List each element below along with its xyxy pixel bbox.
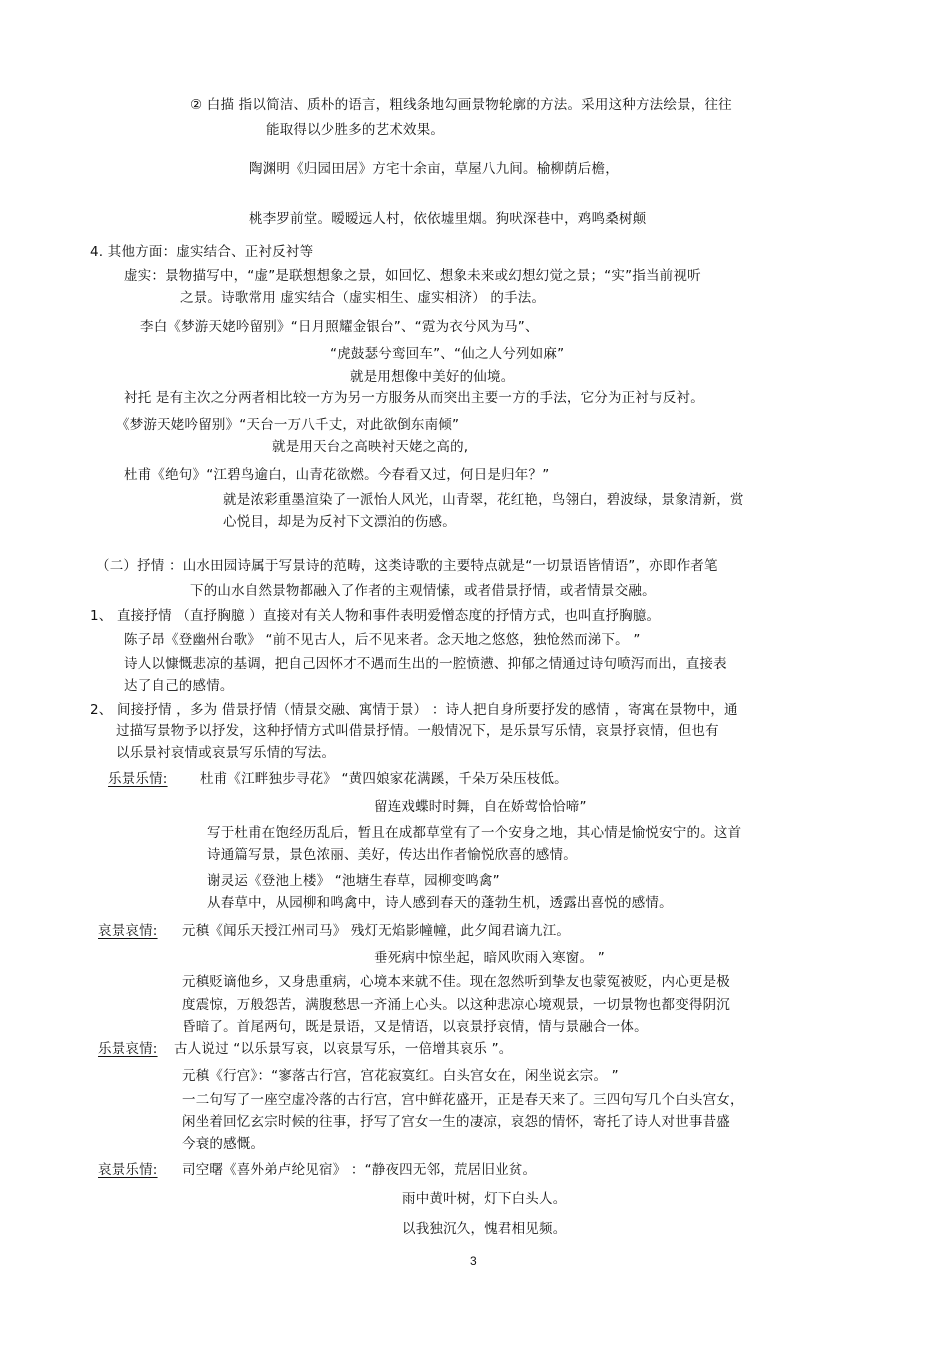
chen-ziang-example: 陈子昂《登幽州台歌》 “前不见古人，后不见来者。念天地之悠悠，独怆然而涕下。 ” xyxy=(124,632,641,648)
sikong-shu-example-cont-2: 以我独沉久，愧君相见频。 xyxy=(402,1221,567,1237)
chen-ziang-explanation-cont: 达了自己的感情。 xyxy=(124,678,234,694)
li-bai-example: 李白《梦游天姥吟留别》“日月照耀金银台”、“霓为衣兮风为马”、 xyxy=(140,319,539,335)
xushi-definition: 虚实：景物描写中，“虚”是联想想象之景，如回忆、想象未来或幻想幻觉之景；“实”指当前视听 xyxy=(124,268,701,284)
tao-yuanming-poem-1: 陶渊明《归园田居》方宅十余亩，草屋八九间。榆柳荫后檐， xyxy=(249,161,619,177)
xushi-definition-cont: 之景。诗歌常用 虚实结合（虚实相生、虚实相济） 的手法。 xyxy=(180,290,546,306)
sikong-shu-example-cont-1: 雨中黄叶树，灯下白头人。 xyxy=(402,1191,567,1207)
du-fu-jiangpan-cont: 留连戏蝶时时舞，自在娇莺恰恰啼” xyxy=(374,799,587,815)
du-fu-jiangpan-explanation: 写于杜甫在饱经历乱后，暂且在成都草堂有了一个安身之地，其心情是愉悦安宁的。这首 xyxy=(207,825,742,841)
shuqing-heading: （二）抒情 ：山水田园诗属于写景诗的范畴，这类诗歌的主要特点就是“一切景语皆情语”，亦即作者笔 xyxy=(96,558,718,574)
du-fu-jueju-explanation-cont: 心悦目，却是为反衬下文漂泊的伤感。 xyxy=(223,514,456,530)
indirect-lyric-cont-1: 过描写景物予以抒发，这种抒情方式叫借景抒情。一般情况下，是乐景写乐情，哀景抒哀情，但也有 xyxy=(116,723,719,739)
section-4-heading: 4. 其他方面：虚实结合、正衬反衬等 xyxy=(90,244,314,260)
indirect-lyric-heading: 2、 间接抒情 ，多为 借景抒情（情景交融、寓情于景） ：诗人把自身所要抒发的感情 ，寄寓在景物中，通 xyxy=(90,702,738,718)
du-fu-jiangpan-example: 杜甫《江畔独步寻花》 “黄四娘家花满蹊，千朵万朵压枝低。 xyxy=(200,771,568,787)
sikong-shu-example: 司空曙《喜外弟卢纶见宿》 ：“静夜四无邻，荒居旧业贫。 xyxy=(182,1162,537,1178)
chen-ziang-explanation: 诗人以慷慨悲凉的基调，把自己因怀才不遇而生出的一腔愤懑、抑郁之情通过诗句喷泻而出，直接表 xyxy=(124,656,727,672)
xie-lingyun-example: 谢灵运《登池上楼》 “池塘生春草，园柳变鸣禽” xyxy=(207,873,500,889)
shuqing-heading-cont: 下的山水自然景物都融入了作者的主观情愫，或者借景抒情，或者情景交融。 xyxy=(190,583,656,599)
yuan-zhen-explanation-2: 度震惊，万般怨苦，满腹愁思一齐涌上心头。以这种悲凉心境观景，一切景物也都变得阴沉 xyxy=(182,997,730,1013)
yuan-zhen-explanation-3: 昏暗了。首尾两句，既是景语，又是情语，以哀景抒哀情，情与景融合一体。 xyxy=(182,1019,648,1035)
aijing-aiqing-label: 哀景哀情: xyxy=(98,923,158,939)
xie-lingyun-explanation: 从春草中，从园柳和鸣禽中，诗人感到春天的蓬勃生机，透露出喜悦的感情。 xyxy=(207,895,673,911)
gu-ren-quote: 古人说过 “以乐景写哀，以哀景写乐，一倍增其哀乐 ”。 xyxy=(174,1041,513,1057)
yuan-zhen-example: 元稹《闻乐天授江州司马》 残灯无焰影幢幢，此夕闻君谪九江。 xyxy=(182,923,571,939)
yuan-zhen-example-cont: 垂死病中惊坐起，暗风吹雨入寒窗。 ” xyxy=(374,950,605,966)
xinggong-explanation-2: 闲坐着回忆玄宗时候的往事，抒写了宫女一生的凄凉，哀怨的情怀，寄托了诗人对世事昔盛 xyxy=(182,1114,730,1130)
li-bai-example-cont: “虎鼓瑟兮鸾回车”、“仙之人兮列如麻” xyxy=(330,346,565,362)
direct-lyric-heading: 1、 直接抒情 （直抒胸臆 ）直接对有关人物和事件表明爱憎态度的抒情方式，也叫直抒胸臆。 xyxy=(90,608,661,624)
li-bai-explanation: 就是用想像中美好的仙境。 xyxy=(350,369,515,385)
indirect-lyric-cont-2: 以乐景衬哀情或哀景写乐情的写法。 xyxy=(116,745,336,761)
du-fu-jiangpan-explanation-cont: 诗通篇写景，景色浓丽、美好，传达出作者愉悦欣喜的感情。 xyxy=(207,847,577,863)
tao-yuanming-poem-2: 桃李罗前堂。暧暧远人村，依依墟里烟。狗吠深巷中，鸡鸣桑树颠 xyxy=(249,211,647,227)
du-fu-jueju-example: 杜甫《绝句》“江碧鸟逾白，山青花欲燃。今春看又过，何日是归年？” xyxy=(124,467,550,483)
xinggong-example: 元稹《行宫》：“寥落古行宫，宫花寂寞红。白头宫女在，闲坐说玄宗。 ” xyxy=(182,1068,619,1084)
chentuo-definition: 衬托 是有主次之分两者相比较一方为另一方服务从而突出主要一方的手法，它分为正衬与反衬。 xyxy=(124,390,704,406)
page-number: 3 xyxy=(470,1254,477,1268)
aijing-leqing-label: 哀景乐情: xyxy=(98,1162,158,1178)
xinggong-explanation-1: 一二句写了一座空虚冷落的古行宫，宫中鲜花盛开，正是春天来了。三四句写几个白头宫女， xyxy=(182,1092,744,1108)
lejing-aiqing-label: 乐景哀情: xyxy=(98,1041,158,1057)
baimiao-definition-cont: 能取得以少胜多的艺术效果。 xyxy=(266,122,445,138)
baimiao-definition: ② 白描 指以简洁、质朴的语言，粗线条地勾画景物轮廓的方法。采用这种方法绘景，往往 xyxy=(190,97,732,113)
xinggong-explanation-3: 今衰的感慨。 xyxy=(182,1136,265,1152)
tianlao-example: 《梦游天姥吟留别》“天台一万八千丈，对此欲倒东南倾” xyxy=(116,417,460,433)
lejing-leqing-label: 乐景乐情: xyxy=(108,771,168,787)
du-fu-jueju-explanation: 就是浓彩重墨渲染了一派怡人风光，山青翠，花红艳，鸟翎白，碧波绿，景象清新，赏 xyxy=(223,492,744,508)
yuan-zhen-explanation-1: 元稹贬谪他乡，又身患重病，心境本来就不佳。现在忽然听到挚友也蒙冤被贬，内心更是极 xyxy=(182,974,730,990)
tianlao-explanation: 就是用天台之高映衬天姥之高的, xyxy=(272,439,469,455)
